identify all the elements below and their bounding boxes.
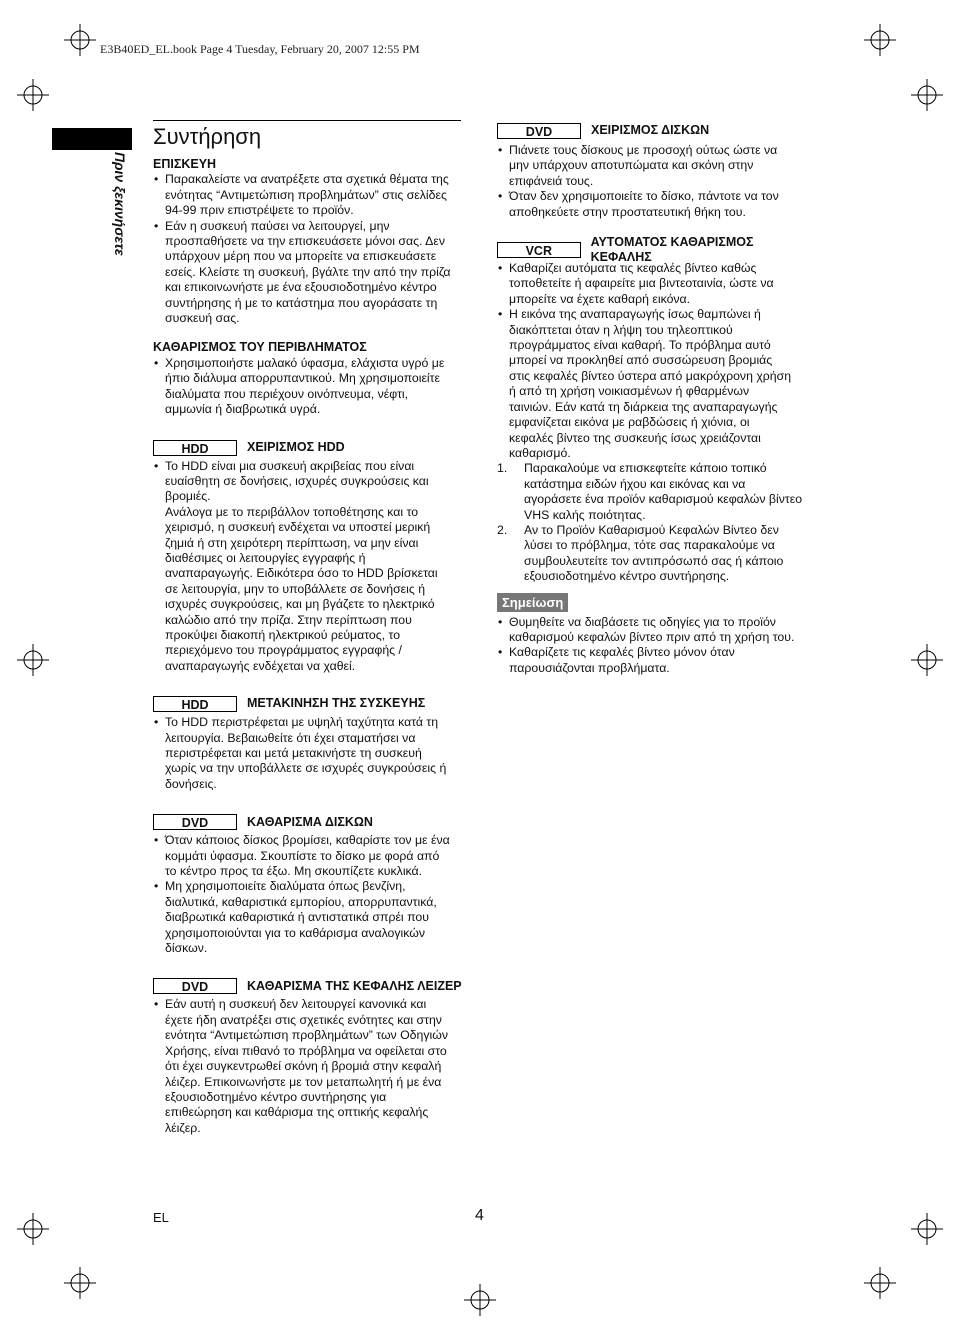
text-line: • Όταν δεν χρησιμοποιείτε το δίσκο, πάντοτε να τον xyxy=(509,189,779,204)
text-line: επιθεώρηση και καθάρισμα της οπτικής κεφαλής xyxy=(165,1105,429,1120)
text-line: ζημιά ή στη χειρότερη περίπτωση, να μην είναι xyxy=(165,535,419,550)
bullet-item xyxy=(153,997,473,1136)
text-line: επιφάνειά τους. xyxy=(509,173,594,188)
text-line: 94-99 πριν επιστρέψετε το προϊόν. xyxy=(165,203,354,218)
section-title: ΜΕΤΑΚΙΝΗΣΗ ΤΗΣ ΣΥΣΚΕΥΗΣ xyxy=(247,696,426,711)
sidebar-section-tab xyxy=(112,152,138,262)
text-line: λύσει το πρόβλημα, τότε σας παρακαλούμε να xyxy=(524,538,775,553)
text-line: λέιζερ. Επικοινωνήστε με τον μεταπωλητή ή με ένα xyxy=(165,1074,442,1089)
text-line: λειτουργία. Βεβαιωθείτε ότι έχει σταματήσει να xyxy=(165,730,416,745)
text-line: διαλυτικά, καθαριστικά εμπορίου, απορρυπαντικά, xyxy=(165,894,437,909)
section-heading: ΕΠΙΣΚΕΥΗ xyxy=(153,157,217,171)
sidebar-black-bar xyxy=(52,128,132,150)
section-header xyxy=(497,122,817,140)
text-line: εμφανίζεται εικόνα με ραβδώσεις ή χιόνια, οι xyxy=(509,415,750,430)
numbered-item xyxy=(497,461,817,523)
text-line: ότι έχει συγκεντρωθεί σκόνη ή βρομιά στην κεφαλή xyxy=(165,1059,442,1074)
text-line: διαλύματα που περιέχουν οινόπνευμα, νέφτι, xyxy=(165,386,409,401)
text-line: Ανάλογα με το περιβάλλον τοποθέτησης και το xyxy=(165,504,419,519)
section-header xyxy=(497,234,817,265)
text-line: • Πιάνετε τους δίσκους με προσοχή ούτως ώστε να xyxy=(509,143,778,157)
text-line: παρουσιάζονται προβλήματα. xyxy=(509,660,670,675)
text-line: προσπαθήσετε να την επισκευάσετε μόνοι σας. Δεν xyxy=(165,234,446,249)
bullet-item xyxy=(153,715,473,792)
bullet-item xyxy=(153,459,473,675)
section-title: ΚΑΘΑΡΙΣΜΑ ΤΗΣ ΚΕΦΑΛΗΣ ΛΕΙΖΕΡ xyxy=(247,978,462,993)
text-line: και επικοινωνήστε με ένα εξουσιοδοτημένο κέντρο xyxy=(165,280,437,295)
text-line: περιεχόμενο του προγράμματος εγγραφής / xyxy=(165,643,402,658)
text-line: βρομιές. xyxy=(165,489,211,504)
text-line: προκύψει διακοπή ηλεκτρικού ρεύματος, το xyxy=(165,627,401,642)
bullet-item xyxy=(497,261,817,307)
bullet-item xyxy=(153,356,473,418)
text-line: συμβουλευτείτε τον αντιπρόσωπό σας ή κάποιο xyxy=(524,553,784,568)
text-line: • Καθαρίζετε τις κεφαλές βίντεο μόνον όταν xyxy=(509,645,735,660)
text-line: υπάρχουν μέρη που να μπορείτε να επισκευάσετε xyxy=(165,249,437,264)
text-line: • Το HDD είναι μια συσκευή ακριβείας που είναι xyxy=(165,458,415,473)
text-line: αναπαραγωγής. Ειδικότερα όσο το HDD βρίσκεται xyxy=(165,566,438,581)
right-column xyxy=(497,122,817,676)
text-line: ενότητα “Αντιμετώπιση προβλημάτων” των Οδηγιών xyxy=(165,1028,448,1043)
bullet-item xyxy=(153,172,473,218)
text-line: μην υπάρχουν αποτυπώματα και σκόνη στην xyxy=(509,158,754,173)
text-line: Χρήσης, είναι πιθανό το πρόβλημα να οφείλεται στο xyxy=(165,1043,447,1058)
bullet-item xyxy=(497,307,817,461)
numbered-item xyxy=(497,523,817,585)
text-line: το κέντρο προς τα έξω. Μη σκουπίζετε κυκλικά. xyxy=(165,864,423,879)
section-title: ΑΥΤΟΜΑΤΟΣ ΚΑΘΑΡΙΣΜΟΣ ΚΕΦΑΛΗΣ xyxy=(590,234,754,265)
text-line: κεφαλές βίντεο της συσκευής ίσως χρειάζονται xyxy=(509,430,761,445)
bullet-item xyxy=(497,189,817,220)
section-header xyxy=(153,695,473,713)
bullet-item xyxy=(153,879,473,956)
text-line: διακόπτεται όταν η λήψη του τηλεοπτικού xyxy=(509,322,733,337)
text-line: τοποθετείτε ή αφαιρείτε μια βιντεοταινία, ώστε να xyxy=(509,276,774,291)
vcr-badge: VCR xyxy=(497,242,581,258)
text-line: • Παρακαλείστε να ανατρέξετε στα σχετικά θέματα της xyxy=(165,172,449,187)
title-rule xyxy=(153,120,461,121)
text-line: ευαίσθητη σε δονήσεις, ισχυρές συγκρούσεις και xyxy=(165,473,429,488)
sidebar-tab-label: Πριν ξεκινήσετε xyxy=(112,152,128,256)
text-line: συντήρησης ή με το κατάστημα που αγοράσατε τη xyxy=(165,295,438,310)
section-title: ΧΕΙΡΙΣΜΟΣ ΔΙΣΚΩΝ xyxy=(591,123,710,138)
footer-language: EL xyxy=(153,1210,169,1225)
text-line: • Θυμηθείτε να διαβάσετε τις οδηγίες για το προϊόν xyxy=(509,614,776,629)
text-line: αμμωνία ή διαβρωτικά υγρά. xyxy=(165,402,321,417)
text-line: ταινιών. Εάν κατά τη διάρκεια της αναπαραγωγής xyxy=(509,399,778,414)
section-title: ΧΕΙΡΙΣΜΟΣ HDD xyxy=(247,439,345,454)
text-line: καθαρισμό. xyxy=(509,445,571,460)
text-line: διαβρωτικά καθαριστικά ή αντιστατικά σπρέι που xyxy=(165,910,429,925)
text-line: λέιζερ. xyxy=(165,1120,201,1135)
text-line: σε λειτουργία, μην το υποβάλλετε σε δονήσεις ή xyxy=(165,581,426,596)
bullet-item xyxy=(153,219,473,327)
text-line: • Όταν κάποιος δίσκος βρομίσει, καθαρίστε τον με ένα xyxy=(165,833,450,848)
text-line: καλώδιο από την πρίζα. Στην περίπτωση που xyxy=(165,612,412,627)
item-number: 1. xyxy=(497,461,508,476)
text-line: εσείς. Κλείστε τη συσκευή, βγάλτε την από την πρίζα xyxy=(165,264,451,279)
page-title: Συντήρηση xyxy=(153,124,262,149)
note-header xyxy=(497,593,817,612)
text-line: χρησιμοποιούνται για το καθάρισμα αναλογικών xyxy=(165,925,426,940)
text-line: VHS καλής ποιότητας. xyxy=(524,507,646,522)
text-line: χειρισμό, η συσκευή ενδέχεται να υποστεί μερική xyxy=(165,520,431,535)
text-line: • Το HDD περιστρέφεται με υψηλή ταχύτητα κατά τη xyxy=(165,715,439,730)
text-line: ισχυρές συγκρούσεις, και μη βγάζετε το ηλεκτρικό xyxy=(165,597,435,612)
hdd-badge: HDD xyxy=(153,696,237,712)
text-line: • Καθαρίζει αυτόματα τις κεφαλές βίντεο καθώς xyxy=(509,261,757,276)
section-header xyxy=(153,813,473,831)
section-header xyxy=(153,977,473,995)
bullet-item xyxy=(153,833,473,879)
dvd-badge: DVD xyxy=(153,978,237,994)
text-line: Παρακαλούμε να επισκεφτείτε κάποιο τοπικό xyxy=(524,461,767,476)
text-line: χωρίς να την υποβάλλετε σε ισχυρές συγκρούσεις ή xyxy=(165,761,447,776)
hdd-badge: HDD xyxy=(153,440,237,456)
text-line: ήπιο διάλυμα απορρυπαντικού. Μη χρησιμοποιείτε xyxy=(165,371,441,386)
left-column xyxy=(153,157,473,1136)
text-line: κομμάτι ύφασμα. Σκουπίστε το δίσκο με φορά από xyxy=(165,848,440,863)
text-line: • Μη χρησιμοποιείτε διαλύματα όπως βενζίνη, xyxy=(165,879,406,894)
text-line: συσκευή σας. xyxy=(165,311,240,326)
dvd-badge: DVD xyxy=(153,814,237,830)
text-line: • Εάν αυτή η συσκευή δεν λειτουργεί κανονικά και xyxy=(165,997,427,1012)
text-line: προγράμματος είναι καθαρή. Το πρόβλημα αυτό xyxy=(509,338,771,353)
text-line: αποθηκεύετε στην προστατευτική θήκη του. xyxy=(509,204,746,219)
text-line: στις κεφαλές βίντεο ύστερα από μακρόχρονη χρήση xyxy=(509,368,792,383)
text-line: δονήσεις. xyxy=(165,776,217,791)
text-line: ενότητας “Αντιμετώπιση προβλημάτων” στις σελίδες xyxy=(165,187,447,202)
note-label: Σημείωση xyxy=(497,593,568,612)
text-line: εξουσιοδοτημένο κέντρο συντήρησης για xyxy=(165,1089,387,1104)
book-header-info: E3B40ED_EL.book Page 4 Tuesday, February 20, 2007 12:55 PM xyxy=(100,42,420,56)
text-line: έχετε ήδη ανατρέξει στις σχετικές ενότητες και στην xyxy=(165,1012,442,1027)
text-line: περιστρέφεται και μετά μετακινήστε τη συσκευή xyxy=(165,746,422,760)
text-line: • Χρησιμοποιήστε μαλακό ύφασμα, ελάχιστα υγρό με xyxy=(165,355,445,370)
text-line: • Εάν η συσκευή παύσει να λειτουργεί, μην xyxy=(165,218,390,233)
text-line: δίσκων. xyxy=(165,941,208,956)
bullet-item xyxy=(497,143,817,189)
dvd-badge: DVD xyxy=(497,123,581,139)
text-line: εξουσιοδοτημένο κέντρο συντήρησης. xyxy=(524,569,730,584)
item-number: 2. xyxy=(497,522,508,537)
text-line: μπορείτε να έχετε καθαρή εικόνα. xyxy=(509,291,691,306)
section-header xyxy=(153,439,473,457)
text-line: • Η εικόνα της αναπαραγωγής ίσως θαμπώνει ή xyxy=(509,307,761,322)
text-line: μπορεί να προκληθεί από συσσώρευση βρομιάς xyxy=(509,353,773,368)
text-line: Αν το Προϊόν Καθαρισμού Κεφαλών Βίντεο δεν xyxy=(524,522,779,537)
text-line: αναπαραγωγής ενδέχεται να χαθεί. xyxy=(165,658,356,673)
text-line: κατάστημα ειδών ήχου και εικόνας και να xyxy=(524,476,746,491)
page-number: 4 xyxy=(475,1207,484,1224)
bullet-item xyxy=(497,615,817,646)
bullet-item xyxy=(497,645,817,676)
text-line: ή από τη χρήση νοικιασμένων ή φθαρμένων xyxy=(509,384,750,399)
text-line: καθαρισμού κεφαλών βίντεο πριν από τη χρήση του. xyxy=(509,629,795,644)
text-line: αγοράσετε ένα προϊόν καθαρισμού κεφαλών βίντεο xyxy=(524,492,803,507)
text-line: διαθέσιμες οι λειτουργίες εγγραφής ή xyxy=(165,550,366,565)
section-heading: ΚΑΘΑΡΙΣΜΟΣ ΤΟΥ ΠΕΡΙΒΛΗΜΑΤΟΣ xyxy=(153,340,367,355)
section-title: ΚΑΘΑΡΙΣΜΑ ΔΙΣΚΩΝ xyxy=(247,814,373,829)
